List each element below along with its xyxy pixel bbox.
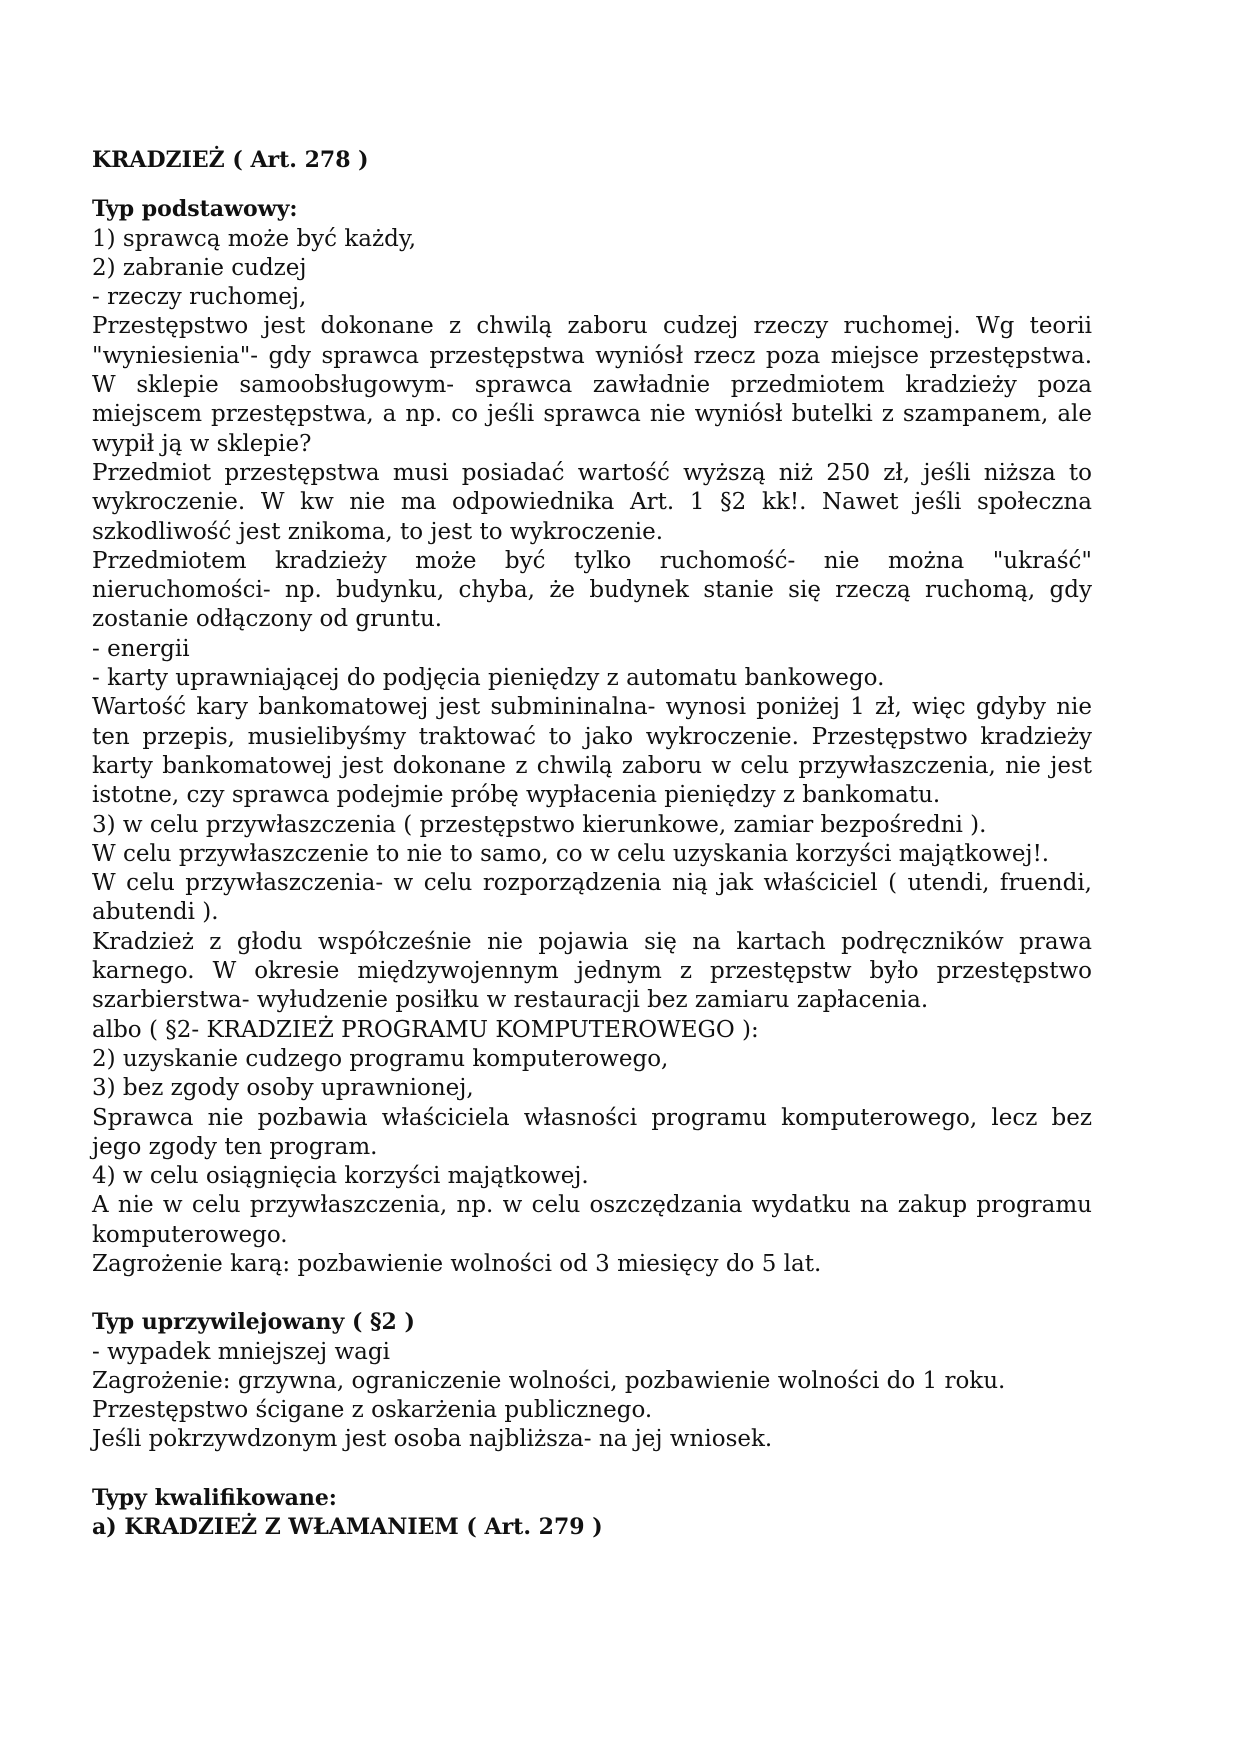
basic-line: - rzeczy ruchomej, bbox=[92, 284, 307, 311]
paragraph-completion: Przestępstwo jest dokonane z chwilą zaboru cudzej rzeczy ruchomej. Wg teorii "wyniesienia"- gdy sprawca przestępstwa wyniósł rzecz poza miejsce przestępstwa. W sklepie samoobsługowym- sprawca zawładnie przedmiotem kradzieży poza miejscem przestępstwa, a np. co jeśli sprawca nie wyniósł butelki z szampanem, ale wypił ją w sklepie? bbox=[92, 313, 1092, 457]
document-title: KRADZIEŻ ( Art. 278 ) bbox=[92, 147, 369, 173]
line-penalty: Zagrożenie karą: pozbawienie wolności od 3 miesięcy do 5 lat. bbox=[92, 1250, 822, 1277]
basic-line: 2) zabranie cudzej bbox=[92, 254, 307, 281]
privileged-line: Zagrożenie: grzywna, ograniczenie wolności, pozbawienie wolności do 1 roku. bbox=[92, 1367, 1006, 1394]
privileged-line: - wypadek mniejszej wagi bbox=[92, 1338, 390, 1365]
line-program-4: 4) w celu osiągnięcia korzyści majątkowej. bbox=[92, 1163, 589, 1190]
line-purpose-note: W celu przywłaszczenie to nie to samo, co w celu uzyskania korzyści majątkowej!. bbox=[92, 840, 1050, 867]
line-card: - karty uprawniającej do podjęcia pieniędzy z automatu bankowego. bbox=[92, 665, 885, 692]
paragraph-value: Przedmiot przestępstwa musi posiadać wartość wyższą niż 250 zł, jeśli niższa to wykroczenie. W kw nie ma odpowiednika Art. 1 §2 kk!. Nawet jeśli społeczna szkodliwość jest znikoma, to jest to wykroczenie. bbox=[92, 459, 1092, 545]
paragraph-movable: Przedmiotem kradzieży może być tylko ruchomość- nie można "ukraść" nieruchomości- np. budynku, chyba, że budynek stanie się rzeczą ruchomą, gdy zostanie odłączony od gruntu. bbox=[92, 547, 1092, 633]
paragraph-program-owner: Sprawca nie pozbawia właściciela własności programu komputerowego, lecz bez jego zgody ten program. bbox=[92, 1104, 1092, 1160]
line-purpose: 3) w celu przywłaszczenia ( przestępstwo kierunkowe, zamiar bezpośredni ). bbox=[92, 811, 987, 838]
paragraph-appropriation: W celu przywłaszczenia- w celu rozporządzenia nią jak właściciel ( utendi, fruendi, abutendi ). bbox=[92, 870, 1092, 926]
spacer bbox=[92, 1455, 1092, 1484]
line-program-3: 3) bez zgody osoby uprawnionej, bbox=[92, 1075, 474, 1102]
privileged-line: Jeśli pokrzywdzonym jest osoba najbliższa- na jej wniosek. bbox=[92, 1426, 773, 1453]
qualified-burglary-heading: a) KRADZIEŻ Z WŁAMANIEM ( Art. 279 ) bbox=[92, 1514, 603, 1541]
paragraph-hunger: Kradzież z głodu współcześnie nie pojawia się na kartach podręczników prawa karnego. W okresie międzywojennym jednym z przestępstw było przestępstwo szarbierstwa- wyłudzenie posiłku w restauracji bez zamiaru zapłacenia. bbox=[92, 928, 1092, 1014]
document-body bbox=[92, 146, 1092, 1542]
privileged-type-heading: Typ uprzywilejowany ( §2 ) bbox=[92, 1309, 415, 1336]
privileged-line: Przestępstwo ścigane z oskarżenia publicznego. bbox=[92, 1397, 653, 1424]
spacer bbox=[92, 175, 1092, 195]
line-energy: - energii bbox=[92, 635, 190, 662]
paragraph-program-savings: A nie w celu przywłaszczenia, np. w celu oszczędzania wydatku na zakup programu komputerowego. bbox=[92, 1192, 1092, 1248]
basic-type-heading: Typ podstawowy: bbox=[92, 196, 298, 223]
qualified-types-heading: Typy kwalifikowane: bbox=[92, 1484, 337, 1511]
line-program-2: 2) uzyskanie cudzego programu komputerowego, bbox=[92, 1045, 669, 1072]
paragraph-atm-card: Wartość kary bankomatowej jest submininalna- wynosi poniżej 1 zł, więc gdyby nie ten przepis, musielibyśmy traktować to jako wykroczenie. Przestępstwo kradzieży karty bankomatowej jest dokonane z chwilą zaboru w celu przywłaszczenia, nie jest istotne, czy sprawca podejmie próbę wypłacenia pieniędzy z bankomatu. bbox=[92, 694, 1092, 809]
spacer bbox=[92, 1279, 1092, 1308]
line-albo: albo ( §2- KRADZIEŻ PROGRAMU KOMPUTEROWEGO ): bbox=[92, 1016, 759, 1043]
basic-line: 1) sprawcą może być każdy, bbox=[92, 225, 417, 252]
